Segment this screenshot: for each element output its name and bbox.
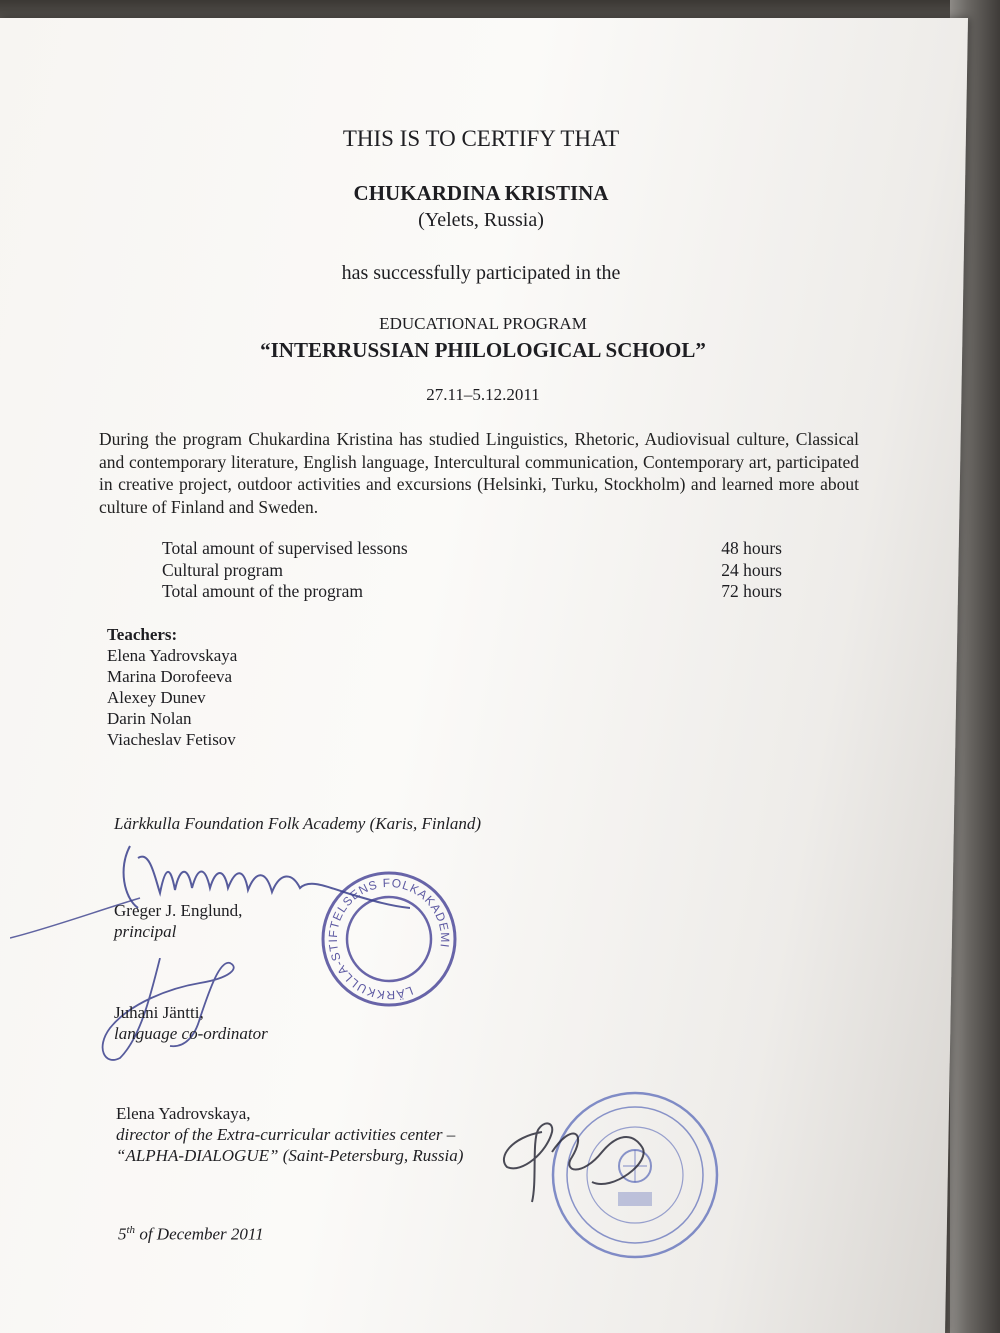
signatory-yadrovskaya (116, 1103, 463, 1166)
signatory-name: Greger J. Englund, (114, 901, 243, 920)
participation-line: has successfully participated in the (341, 262, 621, 284)
hours-row (162, 581, 782, 602)
certify-line: THIS IS TO CERTIFY THAT (342, 126, 620, 151)
institution-name: Lärkkulla Foundation Folk Academy (Karis, Finland) (114, 814, 482, 833)
teacher-name: Darin Nolan (107, 709, 192, 728)
hours-label: Total amount of supervised lessons (162, 538, 408, 558)
teacher-name: Alexey Dunev (107, 688, 206, 707)
hours-value: 24 hours (721, 560, 782, 580)
signature-yadrovskaya (492, 1112, 672, 1207)
hours-row (162, 538, 782, 559)
program-dates: 27.11–5.12.2011 (426, 385, 540, 404)
date-suffix: th (126, 1224, 136, 1236)
signatory-jantti (114, 1002, 268, 1044)
date-day: 5 (118, 1224, 127, 1244)
hours-value: 48 hours (721, 538, 782, 558)
teacher-name: Marina Dorofeeva (107, 667, 233, 686)
signatory-name: Juhani Jäntti, (114, 1003, 204, 1022)
program-type: EDUCATIONAL PROGRAM (379, 314, 587, 333)
stamp-text: LÄRKKULLA-STIFTELSENS FOLKAKADEMI (325, 875, 453, 1003)
date-rest: of December 2011 (135, 1224, 264, 1244)
hours-row (162, 560, 782, 581)
teacher-name: Elena Yadrovskaya (107, 646, 238, 665)
teachers-heading: Teachers: (107, 625, 178, 644)
hours-label: Cultural program (162, 560, 284, 580)
issue-date (118, 1224, 264, 1245)
signatory-englund (114, 900, 242, 942)
hours-value: 72 hours (721, 581, 782, 601)
program-name: “INTERRUSSIAN PHILOLOGICAL SCHOOL” (260, 338, 706, 362)
teachers-list (107, 624, 237, 750)
recipient-location: (Yelets, Russia) (418, 209, 544, 231)
program-description: During the program Chukardina Kristina has studied Linguistics, Rhetoric, Audiovisual culture, Classical and contemporary literature, English language, Intercultural communication, Contemporary art, participated in creative project, outdoor activities and excursions (Helsinki, Turku, Stockholm) and learned more about culture of Finland and Sweden. (99, 429, 859, 517)
teacher-name: Viacheslav Fetisov (107, 730, 236, 749)
signatory-role: language co-ordinator (114, 1024, 268, 1043)
signatory-role: principal (114, 922, 177, 941)
recipient-name: CHUKARDINA KRISTINA (353, 181, 609, 205)
signatory-name: Elena Yadrovskaya, (116, 1104, 251, 1123)
signatory-role: “ALPHA-DIALOGUE” (Saint-Petersburg, Russia) (116, 1146, 464, 1165)
hours-label: Total amount of the program (162, 581, 363, 601)
signatory-role: director of the Extra-curricular activities center – (116, 1125, 456, 1144)
